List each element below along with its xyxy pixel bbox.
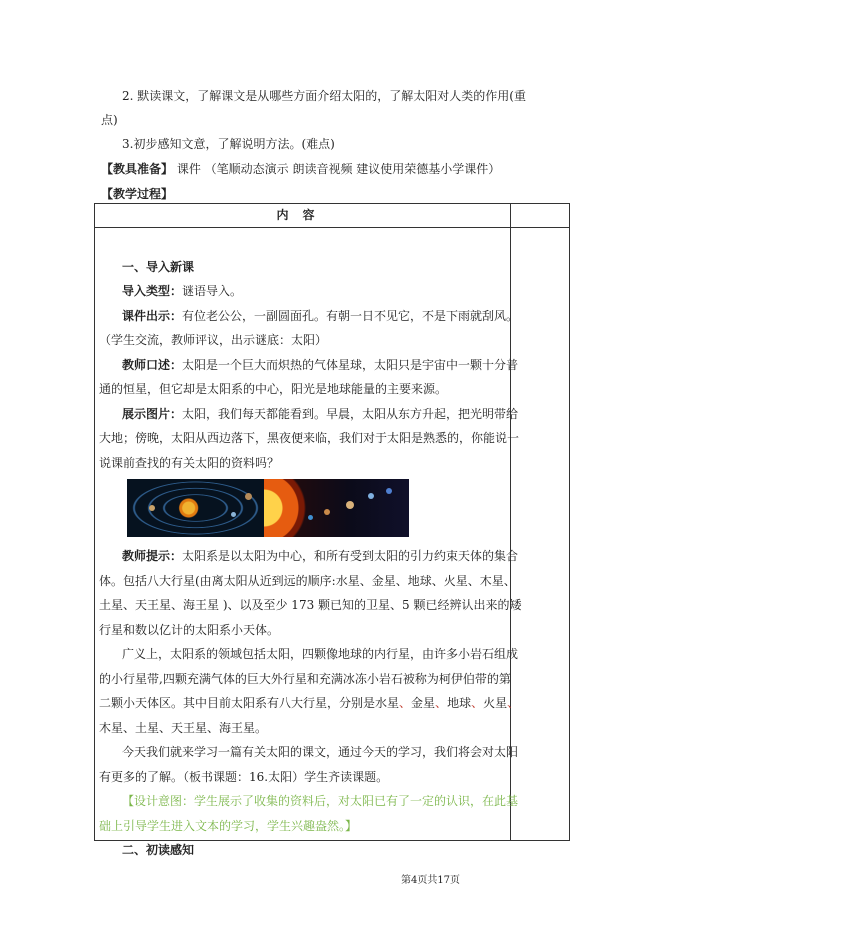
prep-label: 【教具准备】 — [101, 162, 174, 176]
courseware-show: 课件出示：有位老公公，一副圆面孔。有朝一日不见它，不是下雨就刮风。 — [122, 309, 519, 323]
page-footer: 第4页共17页 — [400, 875, 461, 886]
lesson-table — [94, 203, 570, 857]
teacher-hint-cont3: 行星和数以亿计的太阳系小天体。 — [99, 623, 280, 637]
broad-4: 木星、土星、天王星、海王星。 — [99, 721, 268, 735]
objective-3: 3.初步感知文意，了解说明方法。(难点) — [122, 137, 335, 151]
broad-1: 广义上，太阳系的领域包括太阳，四颗像地球的内行星，由许多小岩石组成 — [122, 647, 519, 661]
prep-line — [101, 161, 581, 177]
objective-2-cont: 点) — [101, 113, 118, 127]
section2-title: 二、初读感知 — [122, 843, 195, 857]
table-header: 内容 — [95, 204, 511, 228]
show-picture: 展示图片：太阳，我们每天都能看到。早晨，太阳从东方升起，把光明带给 — [122, 407, 519, 421]
process-label: 【教学过程】 — [101, 187, 174, 201]
table-header-side — [511, 204, 570, 228]
show-picture-cont1: 大地；傍晚，太阳从西边落下，黑夜便来临，我们对于太阳是熟悉的，你能说一 — [99, 431, 520, 445]
prep-text: 课件 （笔顺动态演示 朗读音视频 建议使用荣德基小学课件） — [173, 162, 501, 176]
content-cell — [95, 228, 522, 857]
teacher-hint: 教师提示：太阳系是以太阳为中心，和所有受到太阳的引力约束天体的集合 — [122, 549, 519, 563]
courseware-note: （学生交流，教师评议，出示谜底：太阳） — [99, 333, 328, 347]
section1-title: 一、导入新课 — [122, 260, 195, 274]
design-intent-1: 【设计意图：学生展示了收集的资料后，对太阳已有了一定的认识，在此基 — [122, 794, 519, 808]
solar-system-image-1 — [127, 479, 264, 537]
broad-2: 的小行星带,四颗充满气体的巨大外行星和充满冰冻小岩石被称为柯伊伯带的第 — [99, 672, 511, 686]
objective-2: 2. 默读课文，了解课文是从哪些方面介绍太阳的，了解太阳对人类的作用(重 — [122, 89, 526, 103]
teacher-hint-cont1: 体。包括八大行星(由离太阳从近到远的顺序:水星、金星、地球、火星、木星、 — [99, 574, 516, 588]
solar-system-image-2 — [264, 479, 409, 537]
teacher-hint-cont2: 土星、天王星、海王星 )、以及至少 173 颗已知的卫星、5 颗已经辨认出来的矮 — [99, 598, 522, 612]
intro-type: 导入类型：谜语导入。 — [122, 284, 243, 298]
today-2: 有更多的了解。（板书课题：16.太阳）学生齐读课题。 — [99, 770, 389, 784]
today-1: 今天我们就来学习一篇有关太阳的课文，通过今天的学习，我们将会对太阳 — [122, 745, 519, 759]
show-picture-cont2: 说课前查找的有关太阳的资料吗？ — [99, 456, 280, 470]
teacher-oral: 教师口述：太阳是一个巨大而炽热的气体星球，太阳只是宇宙中一颗十分普 — [122, 358, 519, 372]
design-intent-2: 础上引导学生进入文本的学习，学生兴趣盎然。】 — [99, 819, 358, 833]
broad-3: 二颗小天体区。其中目前太阳系有八大行星，分别是水星、金星、地球、火星、 — [99, 696, 520, 710]
teacher-oral-cont: 通的恒星，但它却是太阳系的中心，阳光是地球能量的主要来源。 — [99, 382, 448, 396]
